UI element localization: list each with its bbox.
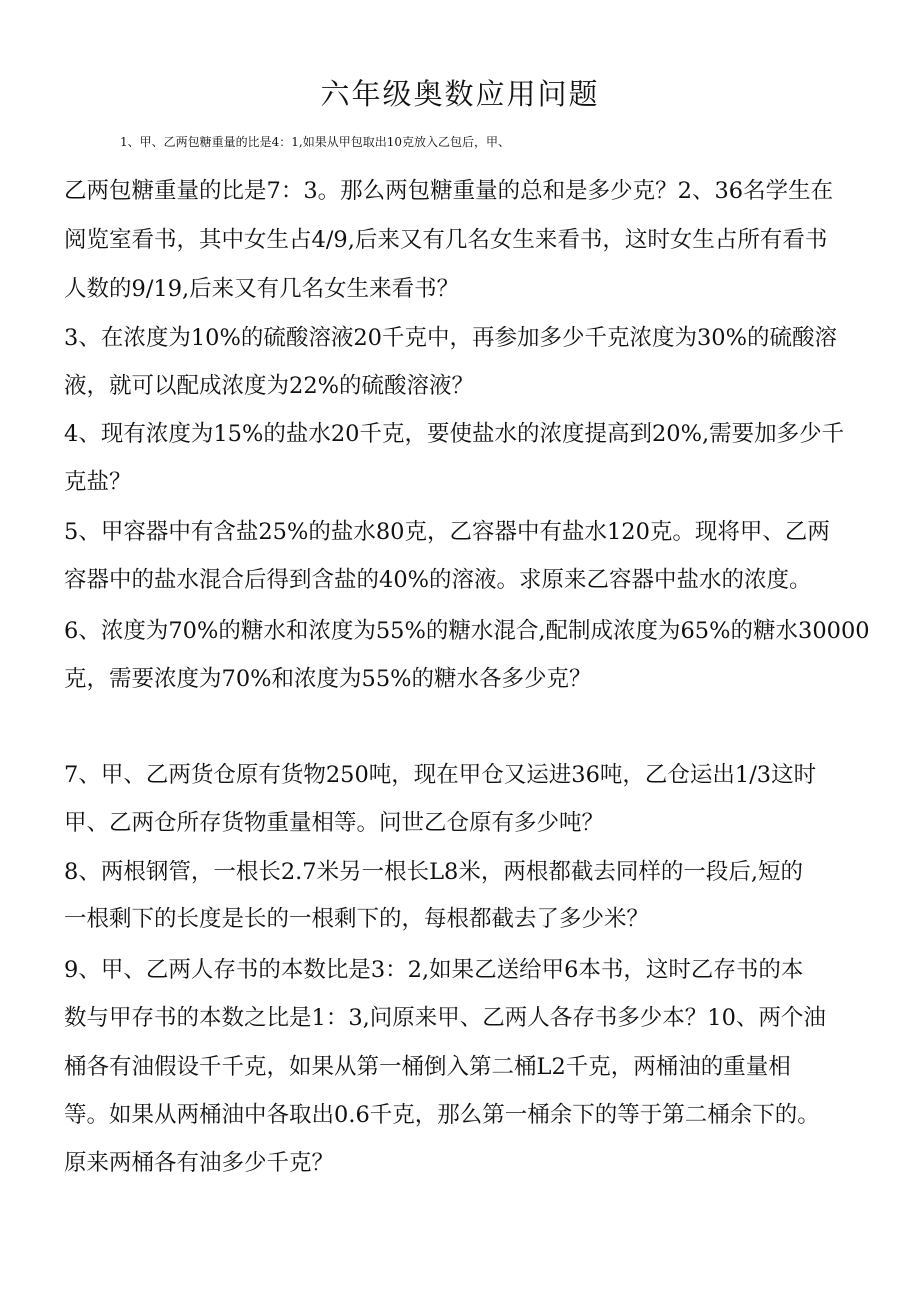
text-line: 克，需要浓度为70%和浓度为55%的糖水各多少克？ — [64, 666, 592, 692]
text-line: 甲、乙两仓所存货物重量相等。问世乙仓原有多少吨？ — [64, 810, 605, 836]
page-title: 六年级奥数应用问题 — [320, 77, 600, 111]
text-line: 原来两桶各有油多少千克？ — [64, 1150, 335, 1176]
text-line: 一根剩下的长度是长的一根剩下的，每根都截去了多少米？ — [64, 906, 650, 932]
text-line: 5、甲容器中有含盐25%的盐水80克，乙容器中有盐水120克。现将甲、乙两 — [64, 519, 830, 545]
text-line: 克盐？ — [64, 469, 132, 495]
text-line: 阅览室看书，其中女生占4/9,后来又有几名女生来看书，这时女生占所有看书 — [64, 227, 828, 253]
text-line: 乙两包糖重量的比是7：3。那么两包糖重量的总和是多少克？2、36名学生在 — [64, 178, 834, 204]
text-line: 7、甲、乙两货仓原有货物250吨，现在甲仓又运进36吨，乙仓运出1/3这时 — [64, 762, 817, 788]
text-line: 数与甲存书的本数之比是1：3,问原来甲、乙两人各存书多少本？10、两个油 — [64, 1005, 826, 1031]
text-line: 桶各有油假设千千克，如果从第一桶倒入第二桶L2千克，两桶油的重量相 — [64, 1054, 791, 1080]
text-line: 人数的9/19,后来又有几名女生来看书？ — [64, 276, 460, 302]
text-line: 8、两根钢管，一根长2.7米另一根长L8米，两根都截去同样的一段后,短的 — [64, 859, 804, 885]
text-line: 9、甲、乙两人存书的本数比是3：2,如果乙送给甲6本书，这时乙存书的本 — [64, 957, 804, 983]
text-line: 4、现有浓度为15%的盐水20千克，要使盐水的浓度提高到20%,需要加多少千 — [64, 421, 845, 447]
text-line: 6、浓度为70%的糖水和浓度为55%的糖水混合,配制成浓度为65%的糖水30000 — [64, 618, 870, 644]
text-line: 等。如果从两桶油中各取出0.6千克，那么第一桶余下的等于第二桶余下的。 — [64, 1102, 820, 1128]
text-line: 液，就可以配成浓度为22%的硫酸溶液？ — [64, 373, 475, 399]
text-line: 3、在浓度为10%的硫酸溶液20千克中，再参加多少千克浓度为30%的硫酸溶 — [64, 325, 837, 351]
text-line: 容器中的盐水混合后得到含盐的40%的溶液。求原来乙容器中盐水的浓度。 — [64, 567, 812, 593]
text-line: 1、甲、乙两包糖重量的比是4：1,如果从甲包取出10克放入乙包后，甲、 — [120, 135, 510, 149]
